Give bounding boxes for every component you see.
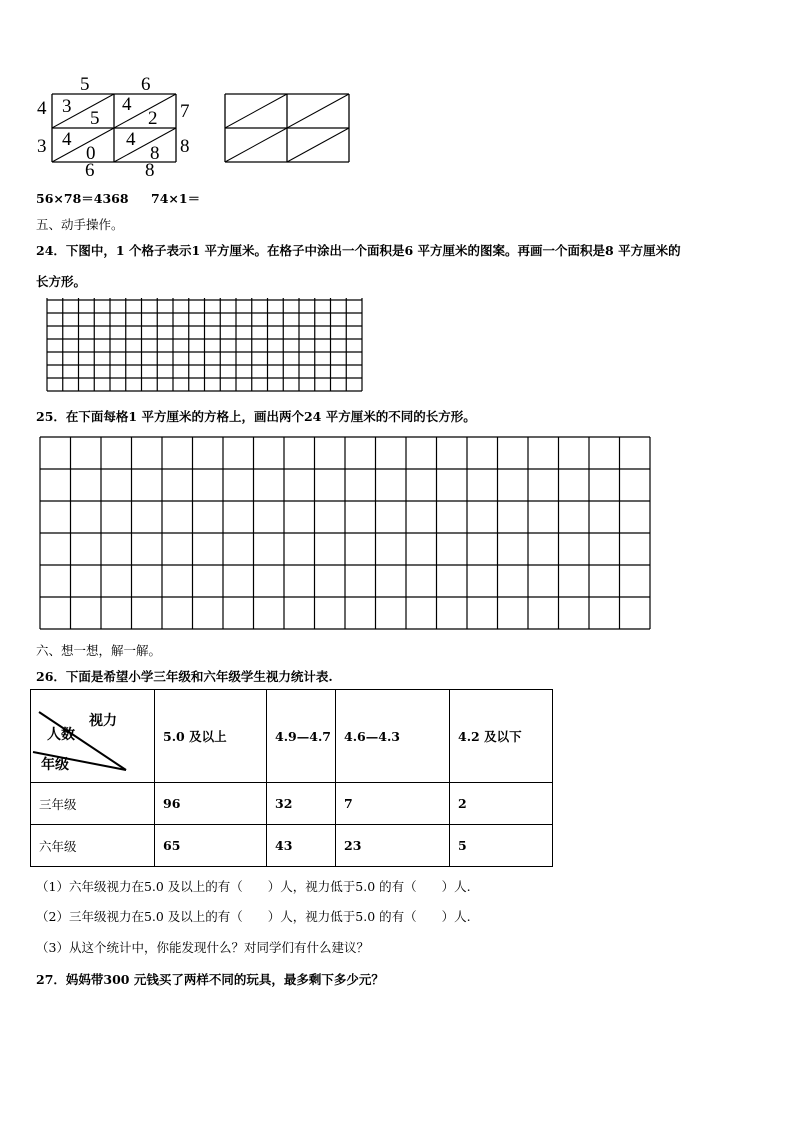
question-26-2: （2）三年级视力在5.0 及以上的有（ ）人，视力低于5.0 的有（ ）人. [36,909,471,924]
cell: 43 [267,825,336,867]
lattice-left-digit: 3 [37,136,47,157]
header-cell: 5.0 及以上 [155,690,267,783]
lattice-blank-diagonal [225,128,287,162]
vision-table [30,689,553,867]
table-row [31,783,553,825]
lattice-cell-digit: 8 [150,143,160,164]
cell: 5 [450,825,553,867]
lattice-left-digit: 4 [37,98,47,119]
cell: 2 [450,783,553,825]
lattice-blank-diagonal [287,94,349,128]
corner-cell [31,690,155,783]
lattice-example-diagonal [114,128,176,162]
cell: 23 [336,825,450,867]
header-cell: 4.2 及以下 [450,690,553,783]
question-26: 26．下面是希望小学三年级和六年级学生视力统计表. [36,669,333,684]
cell: 65 [155,825,267,867]
lattice-bottom-digit: 8 [145,160,155,181]
row-label: 三年级 [31,783,155,825]
lattice-right-digit: 8 [180,136,190,157]
lattice-blank-diagonal [225,94,287,128]
question-26-1: （1）六年级视力在5.0 及以上的有（ ）人，视力低于5.0 的有（ ）人. [36,879,471,894]
header-cell: 4.6—4.3 [336,690,450,783]
row-label: 六年级 [31,825,155,867]
cell: 32 [267,783,336,825]
corner-mid-label: 人数 [47,727,75,743]
equation-2: 74×1＝ [151,191,201,206]
lattice-cell-digit: 3 [62,96,72,117]
question-24: 24．下图中，1 个格子表示1 平方厘米。在格子中涂出一个面积是6 平方厘米的图案。再画一个面积是8 平方厘米的 [36,243,681,258]
lattice-cell-digit: 4 [122,94,132,115]
question-24-cont: 长方形。 [36,274,87,289]
cell: 7 [336,783,450,825]
lattice-cell-digit: 4 [126,129,136,150]
lattice-blank-diagonal [287,128,349,162]
lattice-cell-digit: 0 [86,143,96,164]
section-6-heading: 六、想一想，解一解。 [36,643,162,658]
lattice-cell-digit: 2 [148,108,158,129]
lattice-top-digit: 5 [80,74,90,95]
cell: 96 [155,783,267,825]
header-cell: 4.9—4.7 [267,690,336,783]
lattice-bottom-digit: 6 [85,160,95,181]
question-26-3: （3）从这个统计中，你能发现什么？对同学们有什么建议？ [36,940,369,955]
table-row [31,825,553,867]
question-25: 25．在下面每格1 平方厘米的方格上，画出两个24 平方厘米的不同的长方形。 [36,409,476,424]
lattice-cell-digit: 5 [90,108,100,129]
equation-1: 56×78＝4368 [36,191,129,206]
lattice-cell-digit: 4 [62,129,72,150]
corner-bottom-label: 年级 [41,757,69,773]
corner-top-label: 视力 [89,713,117,729]
section-5-heading: 五、动手操作。 [36,217,124,232]
lattice-top-digit: 6 [141,74,151,95]
question-27: 27．妈妈带300 元钱买了两样不同的玩具，最多剩下多少元？ [36,972,384,987]
lattice-right-digit: 7 [180,101,190,122]
